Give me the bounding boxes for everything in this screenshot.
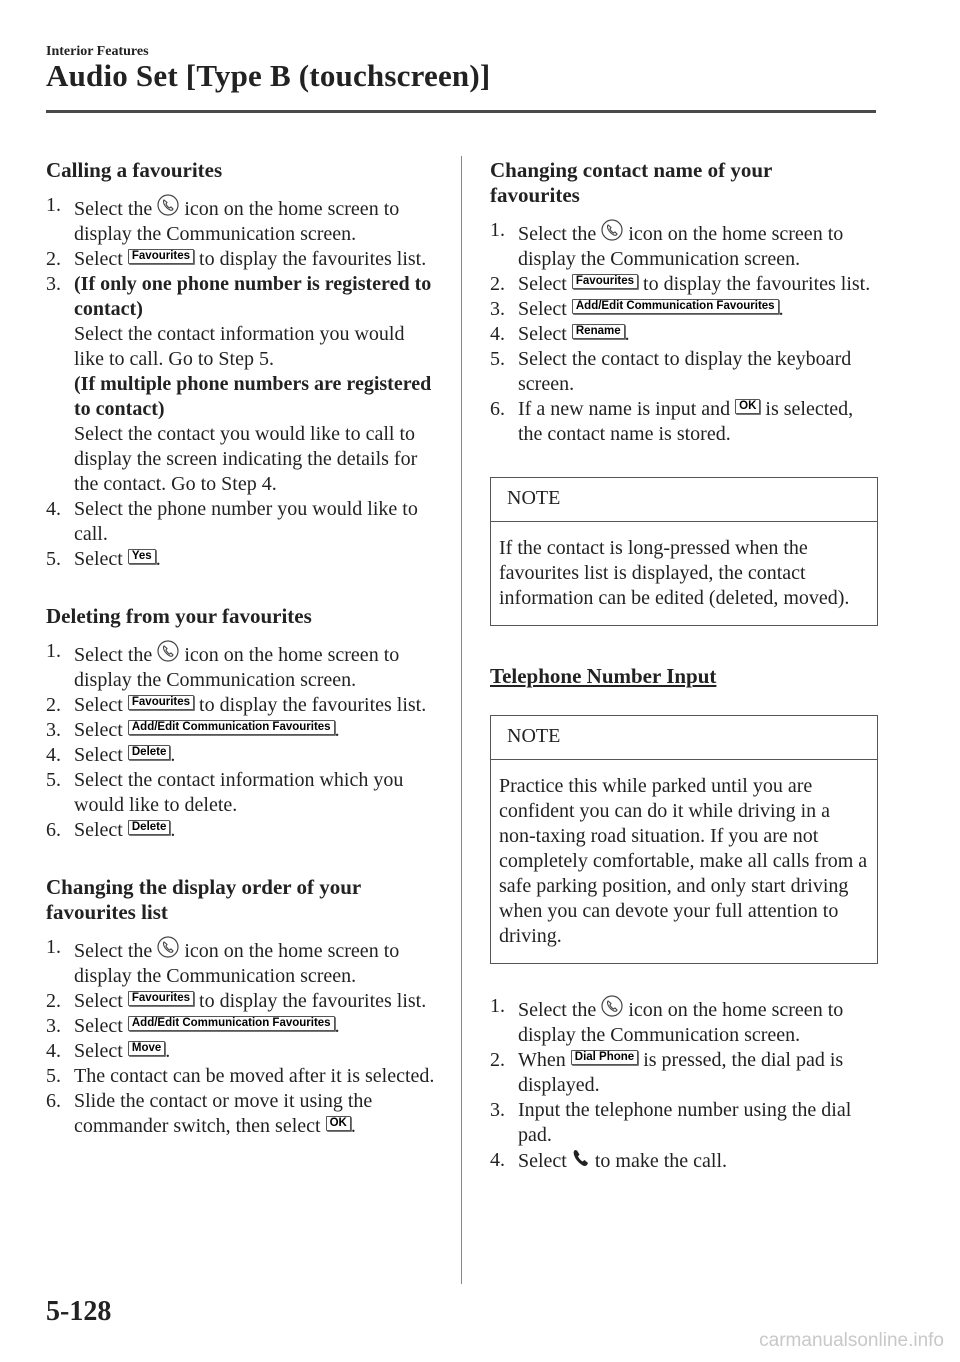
ok-button: OK [735,399,760,414]
dial-phone-button: Dial Phone [571,1050,638,1065]
delete-button: Delete [128,745,171,760]
page-number: 5-128 [46,1296,112,1327]
step: 1. Select the icon on the home screen to display the Communication screen. [46,936,400,987]
step: 2. Select Favourites to display the favourites list. [490,273,871,295]
rename-button: Rename [572,324,625,339]
right-column [490,158,880,1174]
deleting-steps [46,639,436,843]
note-heading: NOTE [491,478,877,522]
delete-button: Delete [128,820,171,835]
favourites-button: Favourites [128,991,194,1006]
watermark: carmanualsonline.info [759,1330,944,1351]
ok-button: OK [326,1116,351,1131]
step: 4. Select Rename . [490,323,630,345]
step: 1. Select the icon on the home screen to display the Communication screen. [46,194,400,245]
deleting-heading: Deleting from your favourites [46,604,312,628]
ordering-steps [46,935,436,1139]
title-rule [46,110,876,113]
phone-icon [601,218,623,242]
yes-button: Yes [128,549,156,564]
phone-icon [157,935,179,959]
note-body: Practice this while parked until you are confident you can do it while driving in a non-taxing road situation. If you are not completely comfortable, make all calls from a safe parking position, and only start driving when you can devote your full attention to driving. [499,775,868,947]
note-heading: NOTE [491,716,877,760]
note-box [490,715,878,964]
step: 4. Select to make the call. [490,1149,728,1172]
step: 3. Input the telephone number using the dial pad. [490,1099,852,1146]
step: 1. Select the icon on the home screen to display the Communication screen. [490,219,844,270]
step: 1. Select the icon on the home screen to display the Communication screen. [490,995,844,1046]
step: 6. If a new name is input and OK is selected, the contact name is stored. [490,398,854,445]
step: 2. Select Favourites to display the favourites list. [46,990,427,1012]
step: 6. Select Delete . [46,819,176,841]
add-edit-favourites-button: Add/Edit Communication Favourites [572,299,779,314]
step: 4. Select Move . [46,1040,171,1062]
left-column [46,158,436,1139]
step: 2. Select Favourites to display the favourites list. [46,694,427,716]
favourites-button: Favourites [128,249,194,264]
step: 2. Select Favourites to display the favourites list. [46,248,427,270]
note-box [490,477,878,626]
step: 5. The contact can be moved after it is selected. [46,1065,435,1087]
telephone-input-heading: Telephone Number Input [490,664,717,688]
step: 5. Select the contact to display the keyboard screen. [490,348,852,395]
step: 2. When Dial Phone is pressed, the dial pad is displayed. [490,1049,844,1096]
phone-icon [157,193,179,217]
renaming-steps [490,218,880,447]
telephone-input-steps [490,994,880,1174]
ordering-heading: Changing the display order of your favourites list [46,875,361,924]
renaming-heading: Changing contact name of your favourites [490,158,772,207]
note-body: If the contact is long-pressed when the favourites list is displayed, the contact information can be edited (deleted, moved). [499,537,850,609]
phone-icon [601,994,623,1018]
step: 5. Select the contact information which you would like to delete. [46,769,404,816]
move-button: Move [128,1041,165,1056]
step: 4. Select the phone number you would like to call. [46,498,418,545]
calling-heading: Calling a favourites [46,158,223,182]
call-icon [572,1148,590,1168]
step: 4. Select Delete . [46,744,176,766]
step: 3. Select Add/Edit Communication Favourites . [490,298,784,320]
add-edit-favourites-button: Add/Edit Communication Favourites [128,720,335,735]
step: 3. (If only one phone number is registered to contact) Select the contact information you would like to call. Go to Step 5. (If multiple phone numbers are registered to contact) Select the contact you would like to call to display the screen indicating the details for the contact. Go to Step 4. [46,273,432,495]
page-title: Audio Set [Type B (touchscreen)] [46,58,491,93]
step: 3. Select Add/Edit Communication Favourites . [46,719,340,741]
favourites-button: Favourites [572,274,638,289]
column-divider [461,156,462,1284]
add-edit-favourites-button: Add/Edit Communication Favourites [128,1016,335,1031]
step: 5. Select Yes . [46,548,161,570]
phone-icon [157,639,179,663]
calling-steps [46,193,436,572]
section-label: Interior Features [46,44,149,59]
step: 3. Select Add/Edit Communication Favourites . [46,1015,340,1037]
favourites-button: Favourites [128,695,194,710]
step: 1. Select the icon on the home screen to display the Communication screen. [46,640,400,691]
step: 6. Slide the contact or move it using the commander switch, then select OK . [46,1090,373,1137]
